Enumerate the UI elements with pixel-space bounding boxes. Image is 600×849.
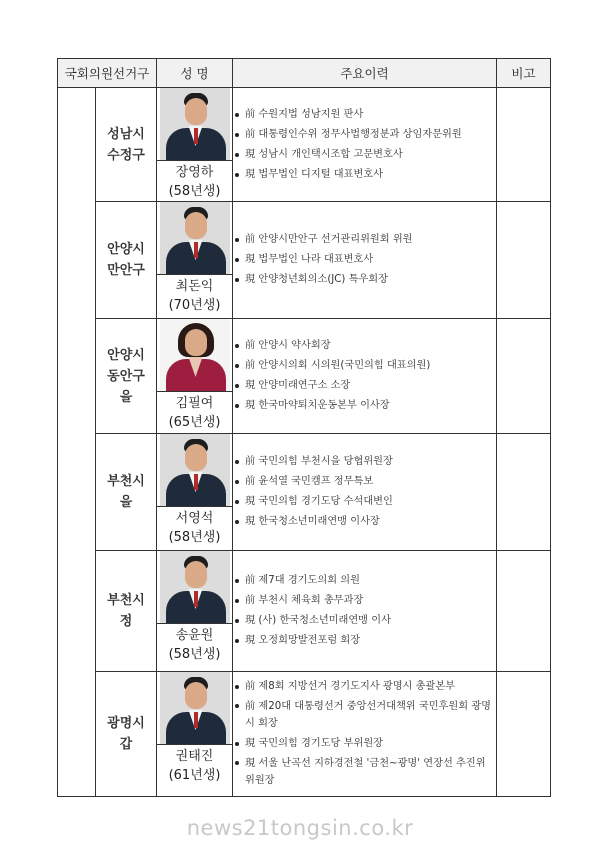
candidate-row xyxy=(58,319,551,434)
portrait-man-photo xyxy=(160,202,230,274)
career-item: 前 제20대 대통령선거 중앙선거대책위 국민후원회 광명시 회장 xyxy=(233,697,496,734)
career-cell xyxy=(233,551,497,672)
career-item: 前 안양시 약사회장 xyxy=(233,336,496,356)
career-item: 前 안양시만안구 선거관리위원회 위원 xyxy=(233,230,496,250)
district-cell xyxy=(96,551,157,672)
career-list xyxy=(233,230,496,290)
note-cell xyxy=(497,319,551,434)
note-cell xyxy=(497,88,551,202)
portrait-woman-photo xyxy=(160,319,230,391)
district-line: 동안구 xyxy=(107,368,145,384)
career-item: 前 윤석열 국민캠프 정무특보 xyxy=(233,472,496,492)
candidate-name: 김필여 xyxy=(175,396,214,411)
career-cell xyxy=(233,672,497,797)
career-item: 現 오정희망발전포럼 회장 xyxy=(233,631,496,651)
career-item: 前 부천시 체육회 총무과장 xyxy=(233,591,496,611)
career-item: 前 제7대 경기도의회 의원 xyxy=(233,571,496,591)
note-cell xyxy=(497,434,551,551)
portrait-man-photo xyxy=(160,672,230,744)
candidate-name: 최돈익 xyxy=(175,279,214,294)
district-cell xyxy=(96,202,157,319)
candidate-name: 송윤원 xyxy=(175,628,214,643)
person-cell xyxy=(157,551,233,672)
district-line: 갑 xyxy=(119,737,133,752)
career-item: 現 안양미래연구소 소장 xyxy=(233,376,496,396)
candidate-name-block xyxy=(157,744,232,785)
header-note: 비고 xyxy=(497,59,551,88)
portrait-man-photo xyxy=(160,551,230,623)
district-line: 을 xyxy=(119,389,133,405)
header-name: 성 명 xyxy=(157,59,233,88)
region-blank-cell xyxy=(58,88,96,797)
district-line: 을 xyxy=(119,495,133,510)
career-item: 現 한국마약퇴치운동본부 이사장 xyxy=(233,396,496,416)
candidate-birth-year: (70년생) xyxy=(168,298,221,313)
career-item: 現 법무법인 디지털 대표변호사 xyxy=(233,165,496,185)
candidate-row xyxy=(58,88,551,202)
candidate-row xyxy=(58,551,551,672)
candidate-birth-year: (58년생) xyxy=(168,530,221,545)
career-item: 前 제8회 지방선거 경기도지사 광명시 총괄본부 xyxy=(233,677,496,697)
candidate-name-block xyxy=(157,160,232,201)
district-line: 부천시 xyxy=(107,593,145,608)
candidate-birth-year: (61년생) xyxy=(168,768,221,783)
career-item: 現 성남시 개인택시조합 고문변호사 xyxy=(233,145,496,165)
district-line: 성남시 xyxy=(107,126,145,142)
candidate-birth-year: (65년생) xyxy=(168,415,221,430)
district-line: 안양시 xyxy=(107,242,145,257)
career-item: 現 한국청소년미래연맹 이사장 xyxy=(233,512,496,532)
career-cell xyxy=(233,202,497,319)
candidate-name-block xyxy=(157,391,232,432)
person-cell xyxy=(157,202,233,319)
header-career: 주요이력 xyxy=(233,59,497,88)
career-cell xyxy=(233,319,497,434)
watermark: news21tongsin.co.kr xyxy=(186,816,414,840)
career-list xyxy=(233,105,496,185)
career-item: 現 안양청년회의소(JC) 특우회장 xyxy=(233,270,496,290)
district-line: 만안구 xyxy=(107,263,145,278)
career-list xyxy=(233,452,496,532)
portrait-man-photo xyxy=(160,88,230,160)
person-cell xyxy=(157,434,233,551)
candidate-row xyxy=(58,202,551,319)
career-item: 現 (사) 한국청소년미래연맹 이사 xyxy=(233,611,496,631)
candidate-name: 장영하 xyxy=(175,165,214,180)
district-line: 수정구 xyxy=(107,147,145,163)
note-cell xyxy=(497,202,551,319)
district-line: 부천시 xyxy=(107,474,145,489)
career-item: 現 국민의힘 경기도당 부위원장 xyxy=(233,734,496,754)
candidate-name: 서영석 xyxy=(175,511,214,526)
career-list xyxy=(233,336,496,416)
district-line: 정 xyxy=(119,614,133,629)
person-cell xyxy=(157,88,233,202)
career-item: 現 국민의힘 경기도당 수석대변인 xyxy=(233,492,496,512)
career-item: 現 서울 난곡선 지하경전철 '금천~광명' 연장선 추진위 위원장 xyxy=(233,754,496,791)
career-item: 前 대통령인수위 정무사법행정분과 상임자문위원 xyxy=(233,125,496,145)
person-cell xyxy=(157,672,233,797)
candidate-birth-year: (58년생) xyxy=(168,184,221,199)
district-cell xyxy=(96,434,157,551)
candidate-name-block xyxy=(157,623,232,664)
candidate-name: 권태진 xyxy=(175,749,214,764)
header-row xyxy=(58,59,551,88)
district-line: 광명시 xyxy=(107,716,145,731)
portrait-man-photo xyxy=(160,434,230,506)
candidate-name-block xyxy=(157,506,232,547)
career-cell xyxy=(233,88,497,202)
person-cell xyxy=(157,319,233,434)
candidate-row xyxy=(58,434,551,551)
candidate-row xyxy=(58,672,551,797)
career-list xyxy=(233,571,496,651)
note-cell xyxy=(497,672,551,797)
district-cell xyxy=(96,672,157,797)
career-item: 前 수원지법 성남지원 판사 xyxy=(233,105,496,125)
career-list xyxy=(233,677,496,791)
candidate-table xyxy=(57,58,551,797)
district-line: 안양시 xyxy=(107,347,145,363)
header-district: 국회의원선거구 xyxy=(58,59,157,88)
career-cell xyxy=(233,434,497,551)
district-cell xyxy=(96,88,157,202)
candidate-birth-year: (58년생) xyxy=(168,647,221,662)
candidate-name-block xyxy=(157,274,232,315)
career-item: 現 법무법인 나라 대표변호사 xyxy=(233,250,496,270)
career-item: 前 국민의힘 부천시을 당협위원장 xyxy=(233,452,496,472)
district-cell xyxy=(96,319,157,434)
career-item: 前 안양시의회 시의원(국민의힘 대표의원) xyxy=(233,356,496,376)
note-cell xyxy=(497,551,551,672)
